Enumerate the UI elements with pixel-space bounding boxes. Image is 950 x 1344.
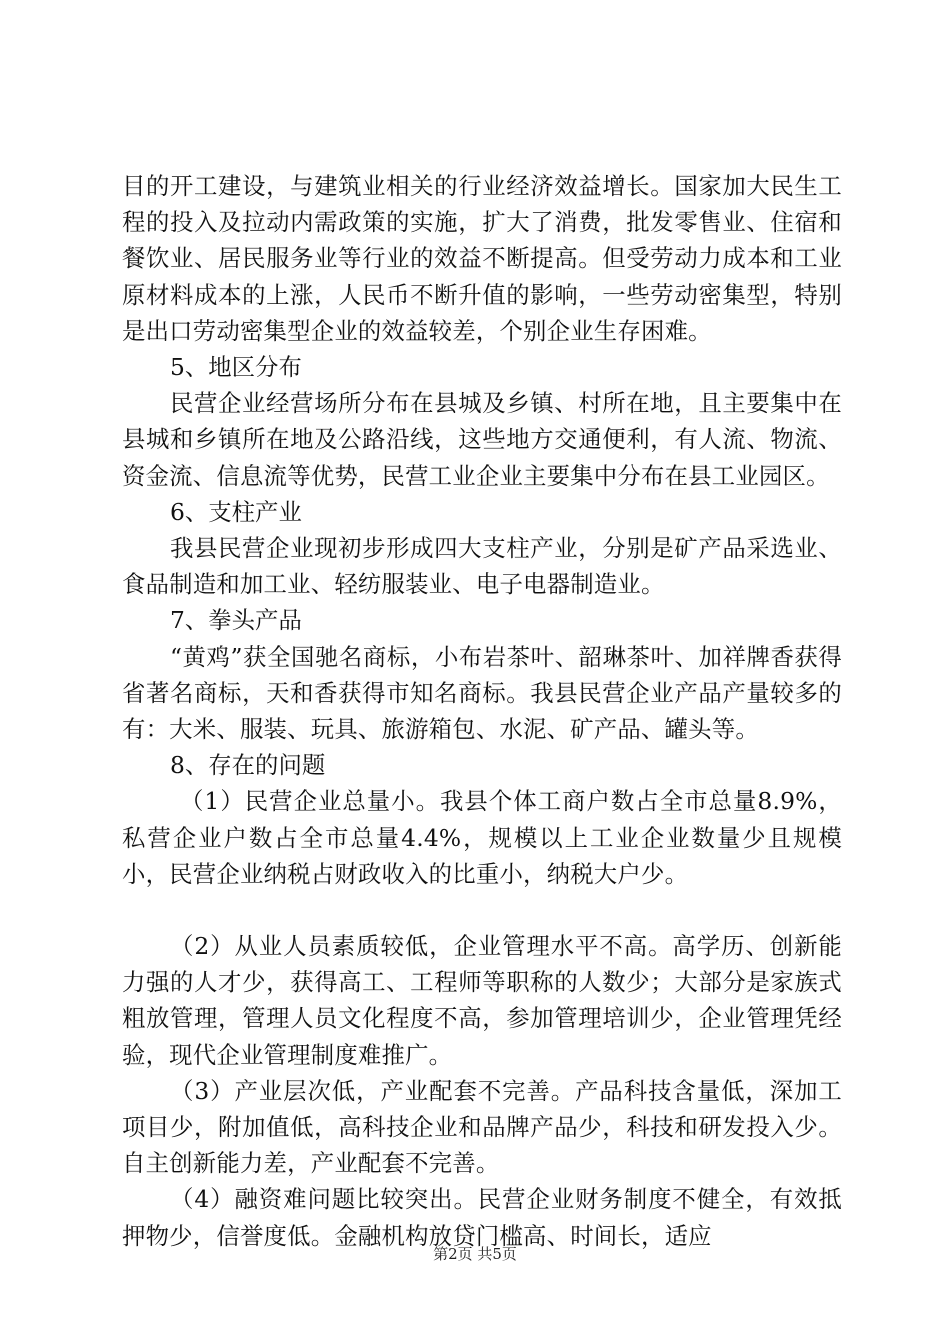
- heading-existing-problems: 8、存在的问题: [170, 751, 326, 780]
- page-footer: 第2页 共5页: [433, 1245, 517, 1263]
- blank-line: [122, 892, 842, 928]
- paragraph-problem-3: （3）产业层次低，产业配套不完善。产品科技含量低，深加工项目少，附加值低，高科技企业和品牌产品少，科技和研发投入少。自主创新能力差，产业配套不完善。: [122, 1076, 842, 1178]
- paragraph-industry-benefits: 目的开工建设，与建筑业相关的行业经济效益增长。国家加大民生工程的投入及拉动内需政策的实施，扩大了消费，批发零售业、住宿和餐饮业、居民服务业等行业的效益不断提高。但受劳动力成本和工业原材料成本的上涨，人民币不断升值的影响，一些劳动密集型，特别是出口劳动密集型企业的效益较差，个别企业生存困难。: [122, 172, 842, 345]
- document-body: [122, 168, 842, 1254]
- paragraph-pillar-industries: 我县民营企业现初步形成四大支柱产业，分别是矿产品采选业、食品制造和加工业、轻纺服装业、电子电器制造业。: [122, 534, 842, 599]
- heading-regional-distribution: 5、地区分布: [170, 353, 302, 382]
- heading-flagship-products: 7、拳头产品: [170, 606, 302, 635]
- paragraph-flagship-products: “黄鸡”获全国驰名商标，小布岩茶叶、韶琳茶叶、加祥牌香获得省著名商标，天和香获得市知名商标。我县民营企业产品产量较多的有：大米、服装、玩具、旅游箱包、水泥、矿产品、罐头等。: [122, 642, 842, 744]
- paragraph-problem-4: （4）融资难问题比较突出。民营企业财务制度不健全，有效抵押物少，信誉度低。金融机构放贷门槛高、时间长，适应: [122, 1185, 842, 1250]
- paragraph-problem-2: （2）从业人员素质较低，企业管理水平不高。高学历、创新能力强的人才少，获得高工、工程师等职称的人数少；大部分是家族式粗放管理，管理人员文化程度不高，参加管理培训少，企业管理凭经验，现代企业管理制度难推广。: [122, 932, 842, 1069]
- paragraph-problem-1: （1）民营企业总量小。我县个体工商户数占全市总量8.9%，私营企业户数占全市总量4.4%，规模以上工业企业数量少且规模小，民营企业纳税占财政收入的比重小，纳税大户少。: [122, 787, 842, 888]
- heading-pillar-industries: 6、支柱产业: [170, 497, 302, 526]
- paragraph-regional-distribution: 民营企业经营场所分布在县城及乡镇、村所在地，且主要集中在县城和乡镇所在地及公路沿线，这些地方交通便利，有人流、物流、资金流、信息流等优势，民营工业企业主要集中分布在县工业园区。: [122, 389, 842, 490]
